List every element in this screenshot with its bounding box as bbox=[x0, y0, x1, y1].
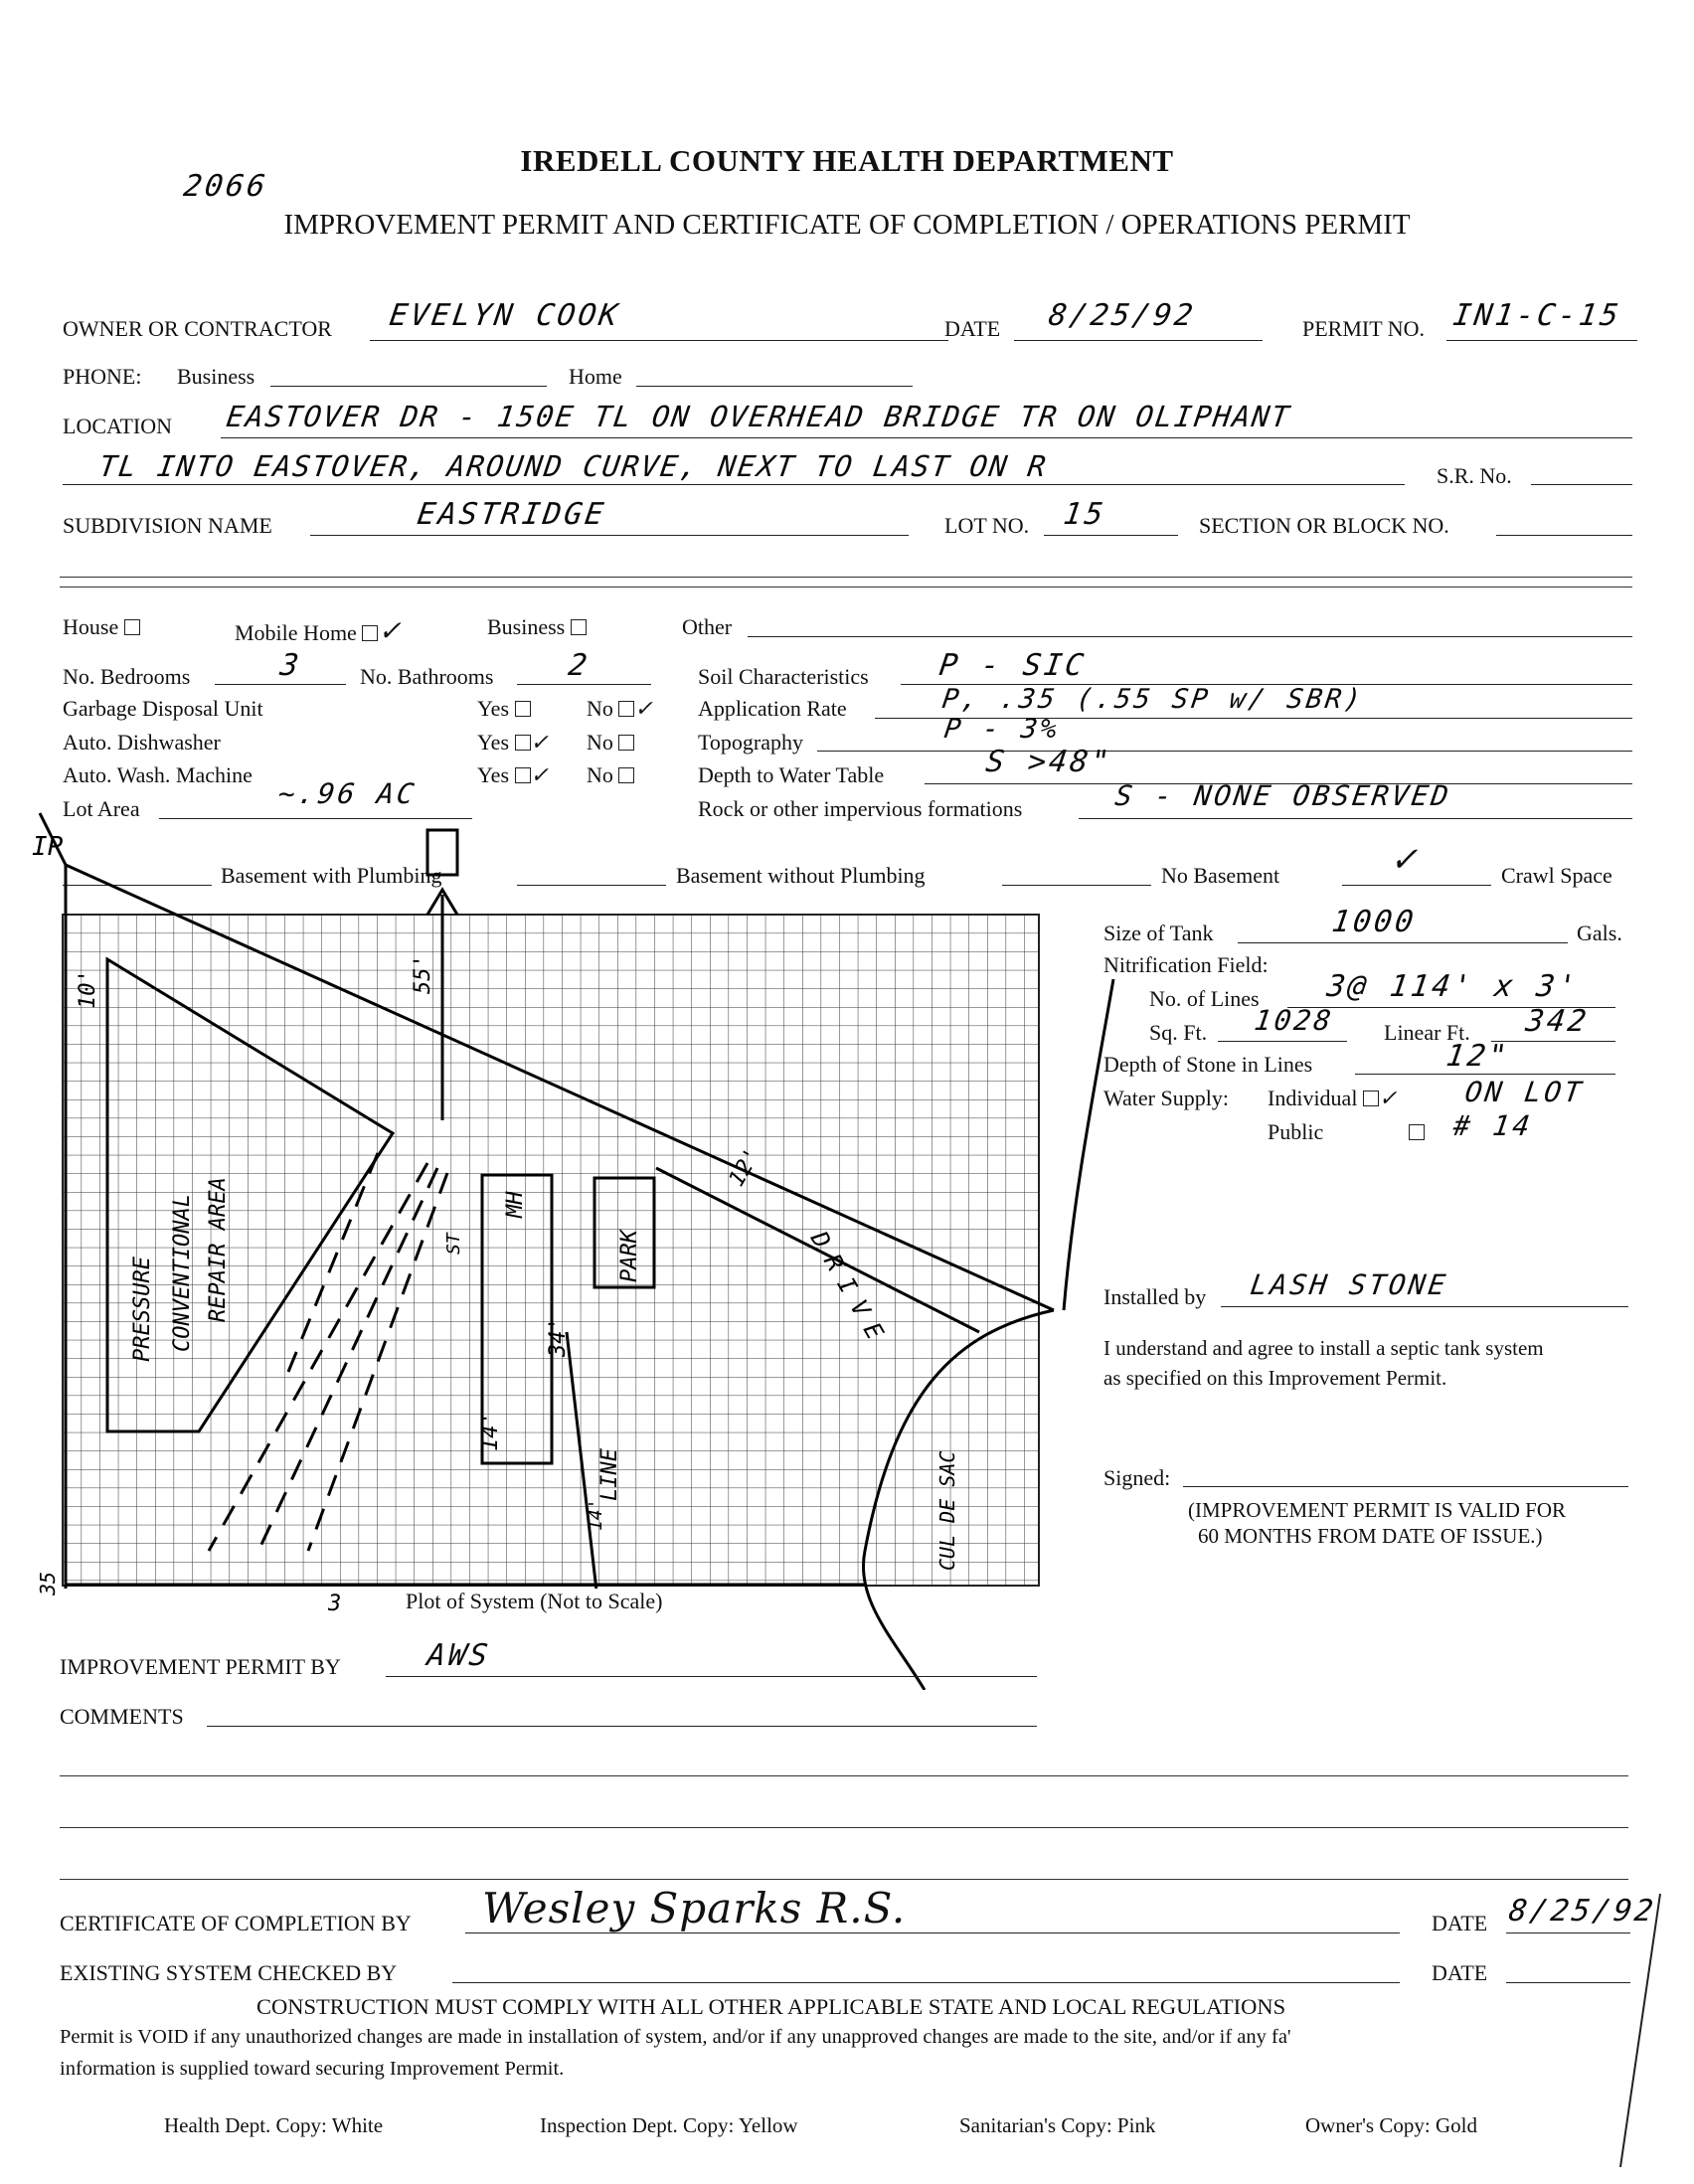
installed-label: Installed by bbox=[1103, 1284, 1207, 1309]
marginal-number: 2066 bbox=[181, 169, 270, 204]
nitrification-label: Nitrification Field: bbox=[1103, 952, 1269, 977]
stone-label: Depth of Stone in Lines bbox=[1103, 1052, 1313, 1077]
basement-with-plumbing: Basement with Plumbing bbox=[221, 863, 442, 888]
plot-st: ST bbox=[443, 1233, 464, 1255]
lot-area-value: ~.96 AC bbox=[275, 777, 420, 810]
location-line2: TL INTO EASTOVER, AROUND CURVE, NEXT TO LAST ON R bbox=[96, 449, 1050, 483]
lot-area-label: Lot Area bbox=[63, 796, 140, 821]
public-value: # 14 bbox=[1450, 1109, 1535, 1142]
individual-label[interactable]: Individual ✓ bbox=[1268, 1086, 1398, 1110]
margin-stroke bbox=[1591, 1889, 1670, 2177]
plot-caption: Plot of System (Not to Scale) bbox=[402, 1589, 666, 1614]
washer-yes[interactable]: Yes ✓ bbox=[477, 762, 549, 787]
sqft-label: Sq. Ft. bbox=[1149, 1020, 1208, 1045]
phone-label: PHONE: bbox=[63, 364, 142, 389]
void-line1: Permit is VOID if any unauthorized changes are made in installation of system, and/or if any unapproved changes are made to the site, and/or if any fa' bbox=[60, 2026, 1291, 2048]
plot-corner-35: 35 bbox=[36, 1571, 60, 1596]
dishwasher-no[interactable]: No bbox=[587, 730, 634, 756]
water-table-value: S >48" bbox=[983, 745, 1114, 779]
type-mobile-home[interactable]: Mobile Home ✓ bbox=[235, 616, 402, 647]
plot-dim-34: 34' bbox=[546, 1317, 571, 1357]
copy-inspection: Inspection Dept. Copy: Yellow bbox=[540, 2113, 798, 2137]
permit-by-value: AWS bbox=[424, 1638, 493, 1673]
rock-value: S - NONE OBSERVED bbox=[1112, 779, 1453, 812]
page-subtitle: IMPROVEMENT PERMIT AND CERTIFICATE OF COMPLETION / OPERATIONS PERMIT bbox=[283, 209, 1411, 241]
completion-date-value: 8/25/92 bbox=[1506, 1894, 1658, 1929]
void-line2: information is supplied toward securing Improvement Permit. bbox=[60, 2058, 565, 2080]
plot-line: LINE bbox=[597, 1448, 622, 1501]
stone-value: 12" bbox=[1443, 1039, 1512, 1074]
bathrooms-value: 2 bbox=[566, 648, 593, 683]
tank-value: 1000 bbox=[1329, 905, 1419, 939]
linear-value: 342 bbox=[1523, 1004, 1592, 1039]
plot-drive: DRIVE bbox=[804, 1227, 896, 1355]
copy-owner: Owner's Copy: Gold bbox=[1305, 2113, 1477, 2137]
gals-label: Gals. bbox=[1577, 921, 1622, 945]
plot-park: PARK bbox=[617, 1230, 642, 1282]
linear-label: Linear Ft. bbox=[1384, 1020, 1470, 1045]
sqft-value: 1028 bbox=[1252, 1004, 1336, 1037]
owner-value: EVELYN COOK bbox=[387, 298, 623, 333]
completion-date-label: DATE bbox=[1432, 1911, 1488, 1935]
garbage-yes[interactable]: Yes bbox=[477, 696, 531, 722]
water-table-label: Depth to Water Table bbox=[698, 762, 885, 787]
app-rate-value: P, .35 (.55 SP w/ SBR) bbox=[939, 684, 1366, 715]
washer-no[interactable]: No bbox=[587, 762, 634, 788]
plot-dim-14b: 14' bbox=[586, 1498, 606, 1531]
copy-sanitarian: Sanitarian's Copy: Pink bbox=[959, 2113, 1156, 2137]
date-label: DATE bbox=[944, 316, 1001, 341]
comments-label: COMMENTS bbox=[60, 1704, 184, 1729]
plot-dim-12: 12' bbox=[724, 1144, 766, 1191]
bedrooms-value: 3 bbox=[277, 648, 304, 683]
completion-label: CERTIFICATE OF COMPLETION BY bbox=[60, 1911, 412, 1935]
owner-label: OWNER OR CONTRACTOR bbox=[63, 316, 332, 341]
type-business[interactable]: Business bbox=[487, 614, 587, 640]
permit-value: IN1-C-15 bbox=[1450, 298, 1623, 333]
existing-date-label: DATE bbox=[1432, 1960, 1488, 1985]
business-phone-label: Business bbox=[177, 364, 255, 389]
garbage-no[interactable]: No ✓ bbox=[587, 696, 653, 721]
valid-line1: (IMPROVEMENT PERMIT IS VALID FOR bbox=[1188, 1498, 1566, 1522]
plot-corner-3: 3 bbox=[328, 1592, 342, 1616]
bedrooms-label: No. Bedrooms bbox=[63, 664, 191, 689]
no-basement: No Basement bbox=[1161, 863, 1280, 888]
plot-cul-de-sac: CUL DE SAC bbox=[935, 1450, 959, 1571]
lines-label: No. of Lines bbox=[1149, 986, 1260, 1011]
lot-value: 15 bbox=[1061, 497, 1108, 532]
topo-value: P - 3% bbox=[941, 714, 1062, 745]
existing-label: EXISTING SYSTEM CHECKED BY bbox=[60, 1960, 398, 1985]
crawl-space-check: ✓ bbox=[1390, 842, 1419, 879]
plot-dim-55: 55' bbox=[411, 954, 435, 994]
field-edge bbox=[1064, 979, 1113, 1310]
basement-without-plumbing: Basement without Plumbing bbox=[676, 863, 926, 888]
crawl-space: Crawl Space bbox=[1501, 863, 1612, 888]
plot-dim-10: 10' bbox=[76, 969, 100, 1009]
well-symbol bbox=[427, 830, 457, 875]
soil-value: P - SIC bbox=[936, 648, 1089, 683]
signed-label: Signed: bbox=[1103, 1465, 1171, 1490]
home-phone-label: Home bbox=[569, 364, 622, 389]
page-title: IREDELL COUNTY HEALTH DEPARTMENT bbox=[520, 143, 1174, 178]
copy-health: Health Dept. Copy: White bbox=[164, 2113, 384, 2137]
location-label: LOCATION bbox=[63, 414, 172, 438]
construction-notice: CONSTRUCTION MUST COMPLY WITH ALL OTHER APPLICABLE STATE AND LOCAL REGULATIONS bbox=[256, 1994, 1286, 2019]
plot-pressure: PRESSURE bbox=[130, 1257, 155, 1362]
plot-mh: MH bbox=[503, 1191, 528, 1218]
sr-label: S.R. No. bbox=[1437, 463, 1512, 488]
app-rate-label: Application Rate bbox=[698, 696, 847, 721]
plot-dim-14: 14' bbox=[478, 1412, 503, 1451]
location-line1: EASTOVER DR - 150E TL ON OVERHEAD BRIDGE TR ON OLIPHANT bbox=[224, 400, 1293, 433]
bathrooms-label: No. Bathrooms bbox=[360, 664, 494, 689]
dishwasher-label: Auto. Dishwasher bbox=[63, 730, 221, 755]
plot-repair-area: REPAIR AREA bbox=[206, 1177, 231, 1322]
dishwasher-yes[interactable]: Yes ✓ bbox=[477, 730, 549, 755]
section-label: SECTION OR BLOCK NO. bbox=[1199, 513, 1449, 538]
installed-value: LASH STONE bbox=[1248, 1268, 1450, 1301]
date-value: 8/25/92 bbox=[1046, 298, 1198, 333]
individual-value: ON LOT bbox=[1462, 1076, 1587, 1108]
lines-value: 3@ 114' x 3' bbox=[1324, 969, 1582, 1004]
subdivision-label: SUBDIVISION NAME bbox=[63, 513, 272, 538]
subdivision-value: EASTRIDGE bbox=[415, 497, 609, 532]
completion-signature: Wesley Sparks R.S. bbox=[482, 1884, 907, 1932]
type-other: Other bbox=[682, 614, 733, 639]
agree-line1: I understand and agree to install a septic tank system bbox=[1103, 1336, 1544, 1360]
permit-label: PERMIT NO. bbox=[1302, 316, 1426, 341]
type-house[interactable]: House bbox=[63, 614, 140, 640]
plot-corner-ip: IP bbox=[32, 832, 64, 862]
garbage-label: Garbage Disposal Unit bbox=[63, 696, 263, 721]
rock-label: Rock or other impervious formations bbox=[698, 796, 1023, 821]
topo-label: Topography bbox=[698, 730, 803, 755]
soil-label: Soil Characteristics bbox=[698, 664, 869, 689]
lot-label: LOT NO. bbox=[944, 513, 1030, 538]
public-label[interactable]: Public bbox=[1268, 1119, 1425, 1145]
washer-label: Auto. Wash. Machine bbox=[63, 762, 253, 787]
water-supply-label: Water Supply: bbox=[1103, 1086, 1229, 1110]
tank-label: Size of Tank bbox=[1103, 921, 1214, 945]
valid-line2: 60 MONTHS FROM DATE OF ISSUE.) bbox=[1198, 1524, 1543, 1548]
permit-by-label: IMPROVEMENT PERMIT BY bbox=[60, 1654, 341, 1679]
plot-conventional: CONVENTIONAL bbox=[170, 1194, 195, 1352]
agree-line2: as specified on this Improvement Permit. bbox=[1103, 1366, 1447, 1390]
